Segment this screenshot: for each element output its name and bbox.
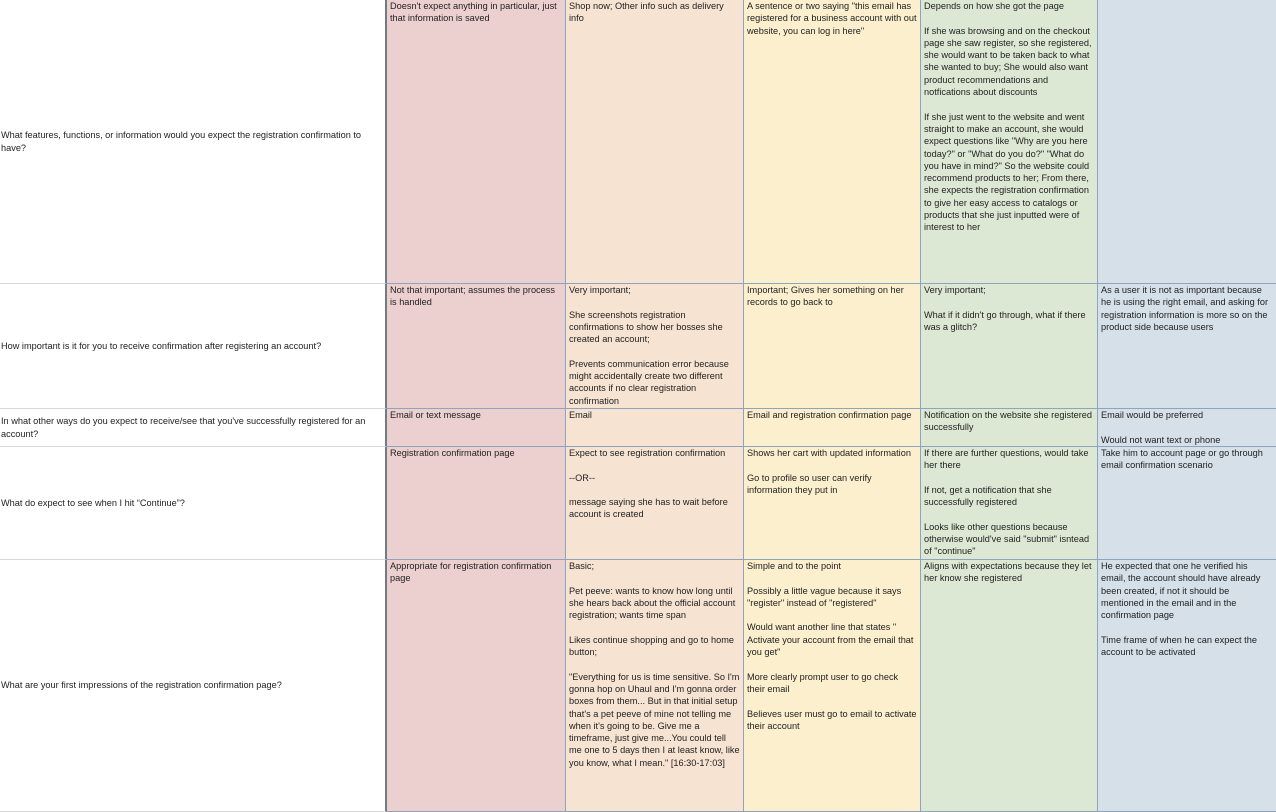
answer-cell[interactable]: Registration confirmation page: [387, 447, 566, 560]
question-cell[interactable]: [0, 0, 387, 284]
answer-cell[interactable]: Shop now; Other info such as delivery info: [566, 0, 744, 284]
answer-cell[interactable]: Shows her cart with updated information Go to profile so user can verify information they put in: [744, 447, 921, 560]
question-cell[interactable]: [0, 560, 387, 812]
answer-cell[interactable]: As a user it is not as important because he is using the right email, and asking for registration information is more so on the product side because users: [1098, 284, 1276, 409]
answer-cell[interactable]: Simple and to the point Possibly a little vague because it says "register" instead of "registered" Would want another line that states " Activate your account from the email that you get" More clearly prompt user to go check their email Believes user must go to email to activate their account: [744, 560, 921, 812]
answer-cell[interactable]: Take him to account page or go through email confirmation scenario: [1098, 447, 1276, 560]
answer-cell[interactable]: Important; Gives her something on her records to go back to: [744, 284, 921, 409]
answer-cell[interactable]: Doesn't expect anything in particular, just that information is saved: [387, 0, 566, 284]
answer-cell[interactable]: Email: [566, 409, 744, 447]
answer-cell[interactable]: [1098, 0, 1276, 284]
answer-cell[interactable]: Very important; She screenshots registration confirmations to show her bosses she created an account; Prevents communication error because might accidentally create two different accounts if no clear registration confirmation: [566, 284, 744, 409]
answer-cell[interactable]: Aligns with expectations because they let her know she registered: [921, 560, 1098, 812]
answer-cell[interactable]: He expected that one he verified his email, the account should have already been created, if not it should be mentioned in the email and in the confirmation page Time frame of when he can expect the account to be activated: [1098, 560, 1276, 812]
answer-cell[interactable]: Basic; Pet peeve: wants to know how long until she hears back about the official account registration; wants time span Likes continue shopping and go to home button; "Everything for us is time sensitive. So I'm gonna hop on Uhaul and I'm gonna order boxes from them... But in that initial setup that's a pet peeve of mine not telling me when it's going to be. Give me a timeframe, just give me...You could tell me one to 5 days then I at least know, like you know, what I mean." [16:30-17:03]: [566, 560, 744, 812]
answer-cell[interactable]: If there are further questions, would take her there If not, get a notification that she successfully registered Looks like other questions because otherwise would've said "submit" isntead of "continue": [921, 447, 1098, 560]
answer-cell[interactable]: Appropriate for registration confirmation page: [387, 560, 566, 812]
answer-cell[interactable]: Email would be preferred Would not want text or phone: [1098, 409, 1276, 447]
question-cell[interactable]: [0, 284, 387, 409]
question-text: What features, functions, or information would you expect the registration confirmation to have?: [1, 130, 362, 153]
question-text: How important is it for you to receive confirmation after registering an account?: [1, 340, 322, 351]
answer-cell[interactable]: Expect to see registration confirmation --OR-- message saying she has to wait before account is created: [566, 447, 744, 560]
answer-cell[interactable]: Depends on how she got the page If she was browsing and on the checkout page she saw register, so she registered, she would want to be taken back to what she wanted to buy; She would also want product recommendations and notfications about discounts If she just went to the website and went straight to make an account, she would expect questions like "Why are you here today?" or "What do you do?" "What do you have in mind?" So the website could recommend products to her; From there, she expects the registration confirmation to give her easy access to catalogs or products that she just inputted were of interest to her: [921, 0, 1098, 284]
question-text: In what other ways do you expect to receive/see that you've successfully registered for an account?: [1, 416, 366, 439]
answer-cell[interactable]: Email and registration confirmation page: [744, 409, 921, 447]
answer-cell[interactable]: Not that important; assumes the process is handled: [387, 284, 566, 409]
question-cell[interactable]: [0, 447, 387, 560]
question-text: What do expect to see when I hit “Continue”?: [1, 497, 185, 508]
answer-cell[interactable]: A sentence or two saying "this email has registered for a business account with out website, you can log in here": [744, 0, 921, 284]
answer-cell[interactable]: Very important; What if it didn't go through, what if there was a glitch?: [921, 284, 1098, 409]
question-text: What are your first impressions of the registration confirmation page?: [1, 680, 282, 691]
answer-cell[interactable]: Notification on the website she registered successfully: [921, 409, 1098, 447]
answer-cell[interactable]: Email or text message: [387, 409, 566, 447]
question-cell[interactable]: [0, 409, 387, 447]
